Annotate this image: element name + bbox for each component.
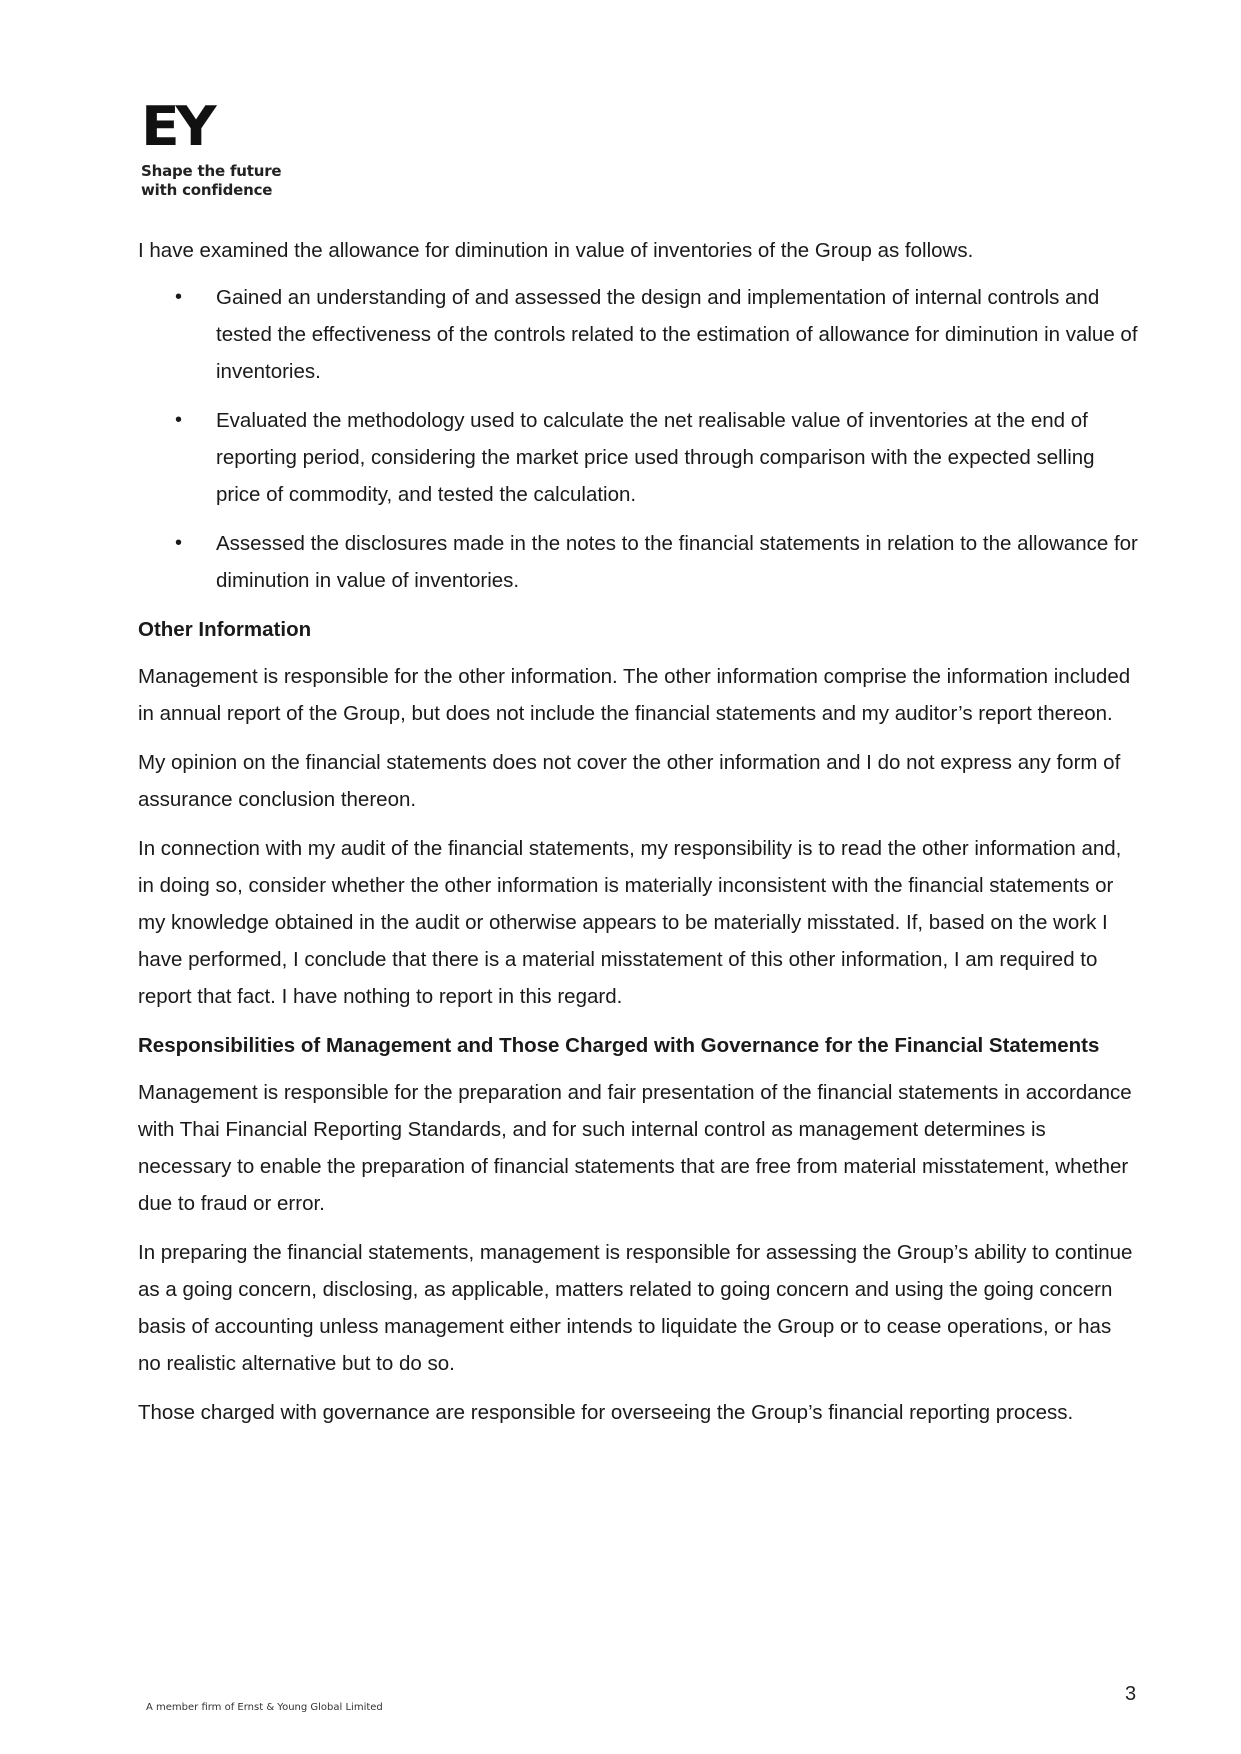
list-item-text: Gained an understanding of and assessed the design and implementation of internal controls and tested the effectiveness of the controls related to the estimation of allowance for diminution in value of inventories. xyxy=(216,286,1138,383)
list-item-text: Assessed the disclosures made in the notes to the financial statements in relation to the allowance for diminution in value of inventories. xyxy=(216,532,1138,592)
bullet-icon: • xyxy=(175,532,183,554)
document-body xyxy=(138,232,1138,1443)
paragraph: In connection with my audit of the financial statements, my responsibility is to read the other information and, in doing so, consider whether the other information is materially inconsistent with the financial statements or my knowledge obtained in the audit or otherwise appears to be materially misstated. If, based on the work I have performed, I conclude that there is a material misstatement of this other information, I am required to report that fact. I have nothing to report in this regard. xyxy=(138,837,1122,1008)
paragraph: Management is responsible for the preparation and fair presentation of the financial statements in accordance with Thai Financial Reporting Standards, and for such internal control as management determines is necessary to enable the preparation of financial statements that are free from material misstatement, whether due to fraud or error. xyxy=(138,1081,1132,1215)
section-heading-other-information: Other Information xyxy=(138,618,312,641)
page-number: 3 xyxy=(1125,1683,1137,1705)
paragraph: My opinion on the financial statements does not cover the other information and I do not express any form of assurance conclusion thereon. xyxy=(138,751,1121,811)
list-item-text: Evaluated the methodology used to calculate the net realisable value of inventories at the end of reporting period, considering the market price used through comparison with the expected selling price of commodity, and tested the calculation. xyxy=(216,409,1095,506)
logo-mark: EY xyxy=(141,95,213,158)
intro-paragraph: I have examined the allowance for diminution in value of inventories of the Group as follows. xyxy=(138,239,974,262)
tagline-line-2: with confidence xyxy=(141,181,273,199)
paragraph: Management is responsible for the other information. The other information comprise the information included in annual report of the Group, but does not include the financial statements and my auditor’s report thereon. xyxy=(138,665,1131,725)
procedure-list xyxy=(138,279,1138,599)
paragraph: Those charged with governance are responsible for overseeing the Group’s financial reporting process. xyxy=(138,1401,1074,1424)
ey-logo xyxy=(141,95,282,200)
list-item xyxy=(138,279,1138,390)
list-item xyxy=(138,402,1138,513)
paragraph: In preparing the financial statements, management is responsible for assessing the Group’s ability to continue as a going concern, disclosing, as applicable, matters related to going concern and using the going concern basis of accounting unless management either intends to liquidate the Group or to cease operations, or has no realistic alternative but to do so. xyxy=(138,1241,1133,1375)
footer-member-text: A member firm of Ernst & Young Global Limited xyxy=(146,1702,383,1713)
section-heading-responsibilities: Responsibilities of Management and Those Charged with Governance for the Financial Statements xyxy=(138,1034,1100,1057)
bullet-icon: • xyxy=(175,409,183,431)
logo-tagline xyxy=(141,162,281,200)
tagline-line-1: Shape the future xyxy=(141,162,282,180)
bullet-icon: • xyxy=(175,286,183,308)
list-item xyxy=(138,525,1138,599)
